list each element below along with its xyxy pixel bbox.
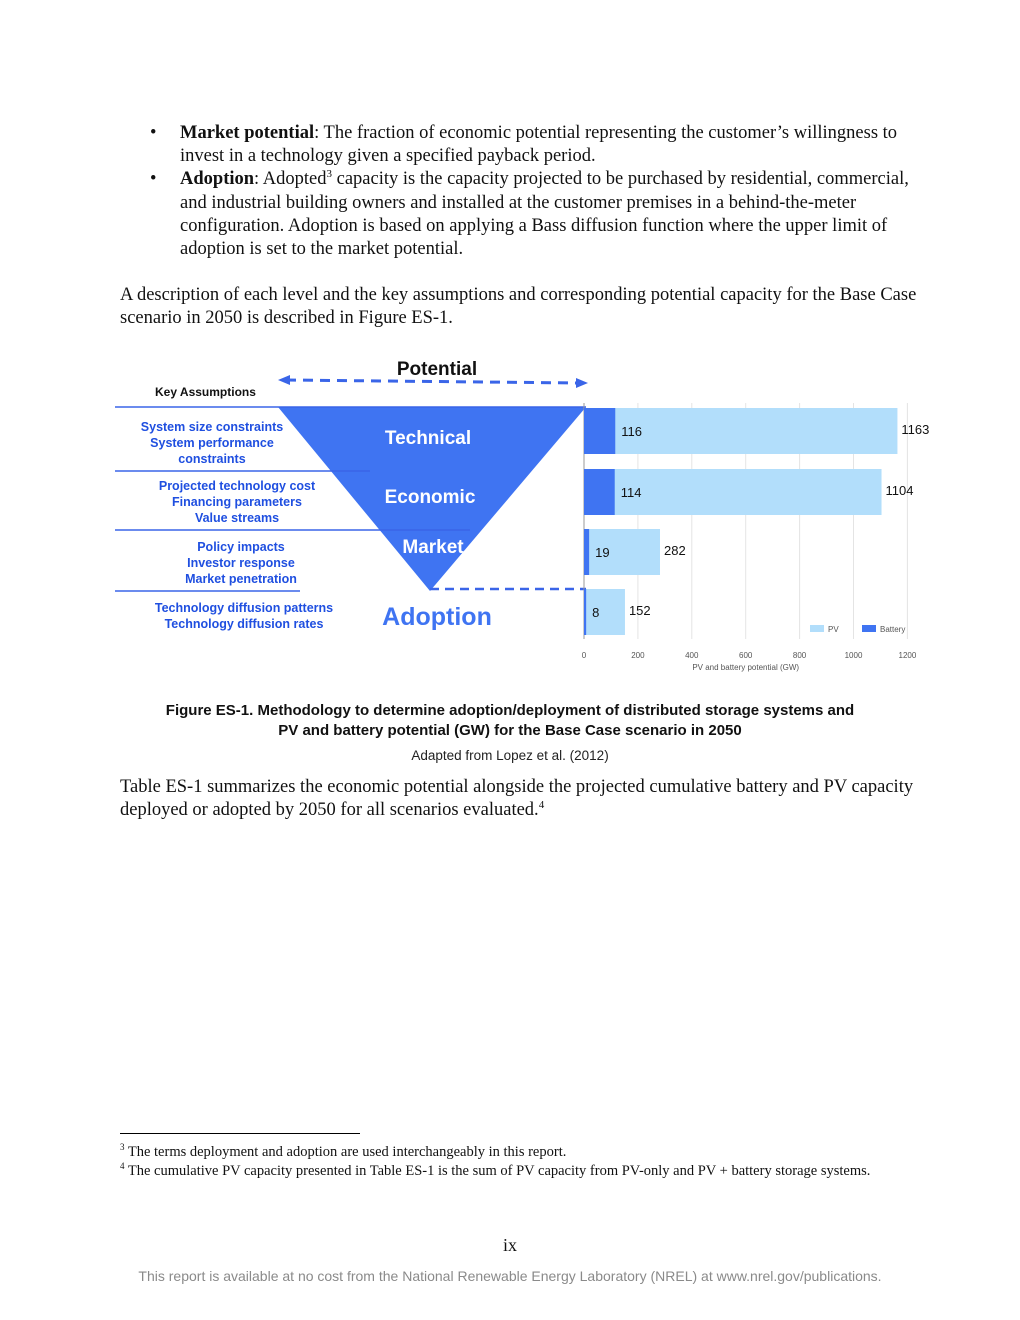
- definition-list: [150, 122, 910, 261]
- footnote-ref[interactable]: 4: [538, 799, 545, 812]
- bullet-term: Market potential: [180, 123, 315, 143]
- footnote-text: The cumulative PV capacity presented in Table ES-1 is the sum of PV capacity from PV-only and PV + battery storage systems.: [124, 1163, 871, 1179]
- pv-value-label: 1163: [901, 422, 930, 437]
- footnote-ref[interactable]: 3: [326, 168, 332, 181]
- bullet-text: capacity is the capacity projected to be purchased by residential, commercial, and industrial building owners and installed at the customer premises in a behind-the-meter configuration. Adoption is based on applying a Bass diffusion function where the upper limit of adoption is set to the market potential.: [180, 169, 909, 260]
- battery-value-label: 114: [620, 485, 642, 500]
- caption-line: PV and battery potential (GW) for the Base Case scenario in 2050: [278, 722, 742, 739]
- x-tick-label: 600: [739, 651, 753, 660]
- summary-paragraph: [120, 776, 920, 822]
- pv-bar: [584, 589, 625, 635]
- bullet-text: : Adopted: [254, 169, 327, 190]
- key-assumptions-label: Key Assumptions: [155, 385, 256, 399]
- battery-value-label: 116: [621, 424, 642, 439]
- potential-arrow-right-icon: [576, 378, 588, 388]
- caption-line: Figure ES-1. Methodology to determine adoption/deployment of distributed storage systems and: [165, 702, 855, 719]
- x-tick-label: 0: [581, 651, 587, 660]
- potential-label: Potential: [396, 359, 478, 380]
- x-tick-label: 400: [685, 651, 699, 660]
- x-tick-label: 1000: [844, 651, 863, 660]
- assumption-text: Projected technology cost: [158, 479, 316, 493]
- potential-arrow-left-icon: [278, 375, 290, 385]
- bullet-adoption: [150, 168, 910, 261]
- assumption-text: System size constraints: [140, 420, 284, 434]
- assumption-text: Market penetration: [185, 572, 297, 586]
- potential-arrow-line: [286, 380, 580, 383]
- bullet-market-potential: [150, 122, 910, 168]
- x-tick-label: 1200: [898, 651, 917, 660]
- assumption-text: Value streams: [194, 511, 280, 525]
- level-economic: Economic: [384, 487, 476, 508]
- figure-caption: [0, 701, 1020, 741]
- page-footer: This report is available at no cost from the National Renewable Energy Laboratory (NREL) at www.nrel.gov/publications.: [138, 1268, 882, 1284]
- assumption-text: Policy impacts: [197, 540, 285, 554]
- legend-battery-label: Battery: [880, 625, 906, 634]
- assumption-text: Technology diffusion rates: [164, 617, 324, 631]
- pv-value-label: 152: [628, 603, 651, 618]
- bullet-term: Adoption: [180, 169, 255, 190]
- intro-paragraph: A description of each level and the key assumptions and corresponding potential capacity for the Base Case scenario in 2050 is described in Figure ES-1.: [120, 285, 917, 329]
- page-number: ix: [502, 1235, 517, 1255]
- level-adoption: Adoption: [382, 603, 492, 631]
- assumption-text: System performance: [150, 436, 274, 450]
- footnote-number: 4: [120, 1161, 125, 1172]
- battery-value-label: 19: [595, 545, 610, 560]
- x-tick-label: 200: [631, 651, 645, 660]
- footnote-rule: [120, 1133, 360, 1134]
- assumption-text: Technology diffusion patterns: [154, 601, 334, 615]
- battery-bar: [584, 529, 589, 575]
- bullet-symbol: •: [150, 123, 157, 143]
- footnote-3: [120, 1143, 910, 1162]
- methodology-figure: [110, 355, 930, 675]
- level-technical: Technical: [384, 428, 472, 449]
- bullet-text: : The fraction of economic potential representing the customer’s willingness to invest in a technology given a specified payback period.: [180, 123, 898, 167]
- footnote-number: 3: [120, 1142, 125, 1153]
- x-axis-label: PV and battery potential (GW): [692, 663, 800, 672]
- figure-source: Adapted from Lopez et al. (2012): [411, 748, 609, 763]
- pv-value-label: 1104: [885, 483, 914, 498]
- battery-bar: [584, 589, 586, 635]
- legend-battery-swatch: [862, 625, 876, 632]
- potential-bar-chart: [582, 403, 930, 672]
- legend-pv-swatch: [810, 625, 824, 632]
- assumption-text: constraints: [178, 452, 246, 466]
- battery-value-label: 8: [592, 605, 600, 620]
- level-market: Market: [402, 537, 464, 558]
- battery-bar: [584, 469, 615, 515]
- figure-es1: [110, 355, 930, 680]
- summary-text: Table ES-1 summarizes the economic potential alongside the projected cumulative battery and PV capacity deployed or adopted by 2050 for all scenarios evaluated.: [120, 777, 914, 821]
- legend-pv-label: PV: [828, 625, 839, 634]
- footnote-text: The terms deployment and adoption are used interchangeably in this report.: [124, 1144, 567, 1160]
- assumption-text: Investor response: [187, 556, 295, 570]
- bullet-symbol: •: [150, 169, 157, 190]
- footnote-4: [120, 1162, 910, 1181]
- x-tick-label: 800: [792, 651, 807, 660]
- pv-value-label: 282: [663, 543, 686, 558]
- assumption-text: Financing parameters: [172, 495, 302, 509]
- battery-bar: [584, 408, 615, 454]
